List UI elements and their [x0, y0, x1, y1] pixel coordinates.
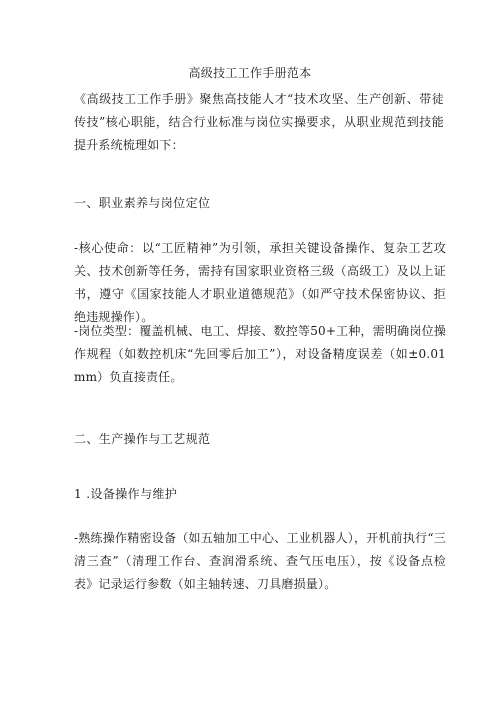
section1-mission: -核心使命：以“工匠精神”为引领，承担关键设备操作、复杂工艺攻关、技术创新等任务，需持有国家职业资格三级（高级工）及以上证书，遵守《国家技能人才职业道德规范》（如严守技术保密协议、拒绝违规操作）。 — [74, 241, 446, 324]
section1-heading: 一、职业素养与岗位定位 — [74, 196, 211, 210]
section2-item1: -熟练操作精密设备（如五轴加工中心、工业机器人），开机前执行“三清三查”（清理工作台、查润滑系统、查气压电压），按《设备点检表》记录运行参数（如主轴转速、刀具磨损量）。 — [74, 531, 446, 591]
section2-sub1: 1 .设备操作与维护 — [74, 487, 178, 501]
section2-heading: 二、生产操作与工艺规范 — [74, 432, 211, 446]
intro-paragraph: 《高级技工工作手册》聚焦高技能人才“技术攻坚、生产创新、带徒传技”核心职能，结合行业标准与岗位实操要求，从职业规范到技能提升系统梳理如下： — [74, 92, 444, 152]
section1-types: -岗位类型：覆盖机械、电工、焊接、数控等50+工种，需明确岗位操作规程（如数控机床“先回零后加工”），对设备精度误差（如±0.01mm）负直接责任。 — [74, 324, 446, 384]
document-title: 高级技工工作手册范本 — [188, 66, 312, 80]
